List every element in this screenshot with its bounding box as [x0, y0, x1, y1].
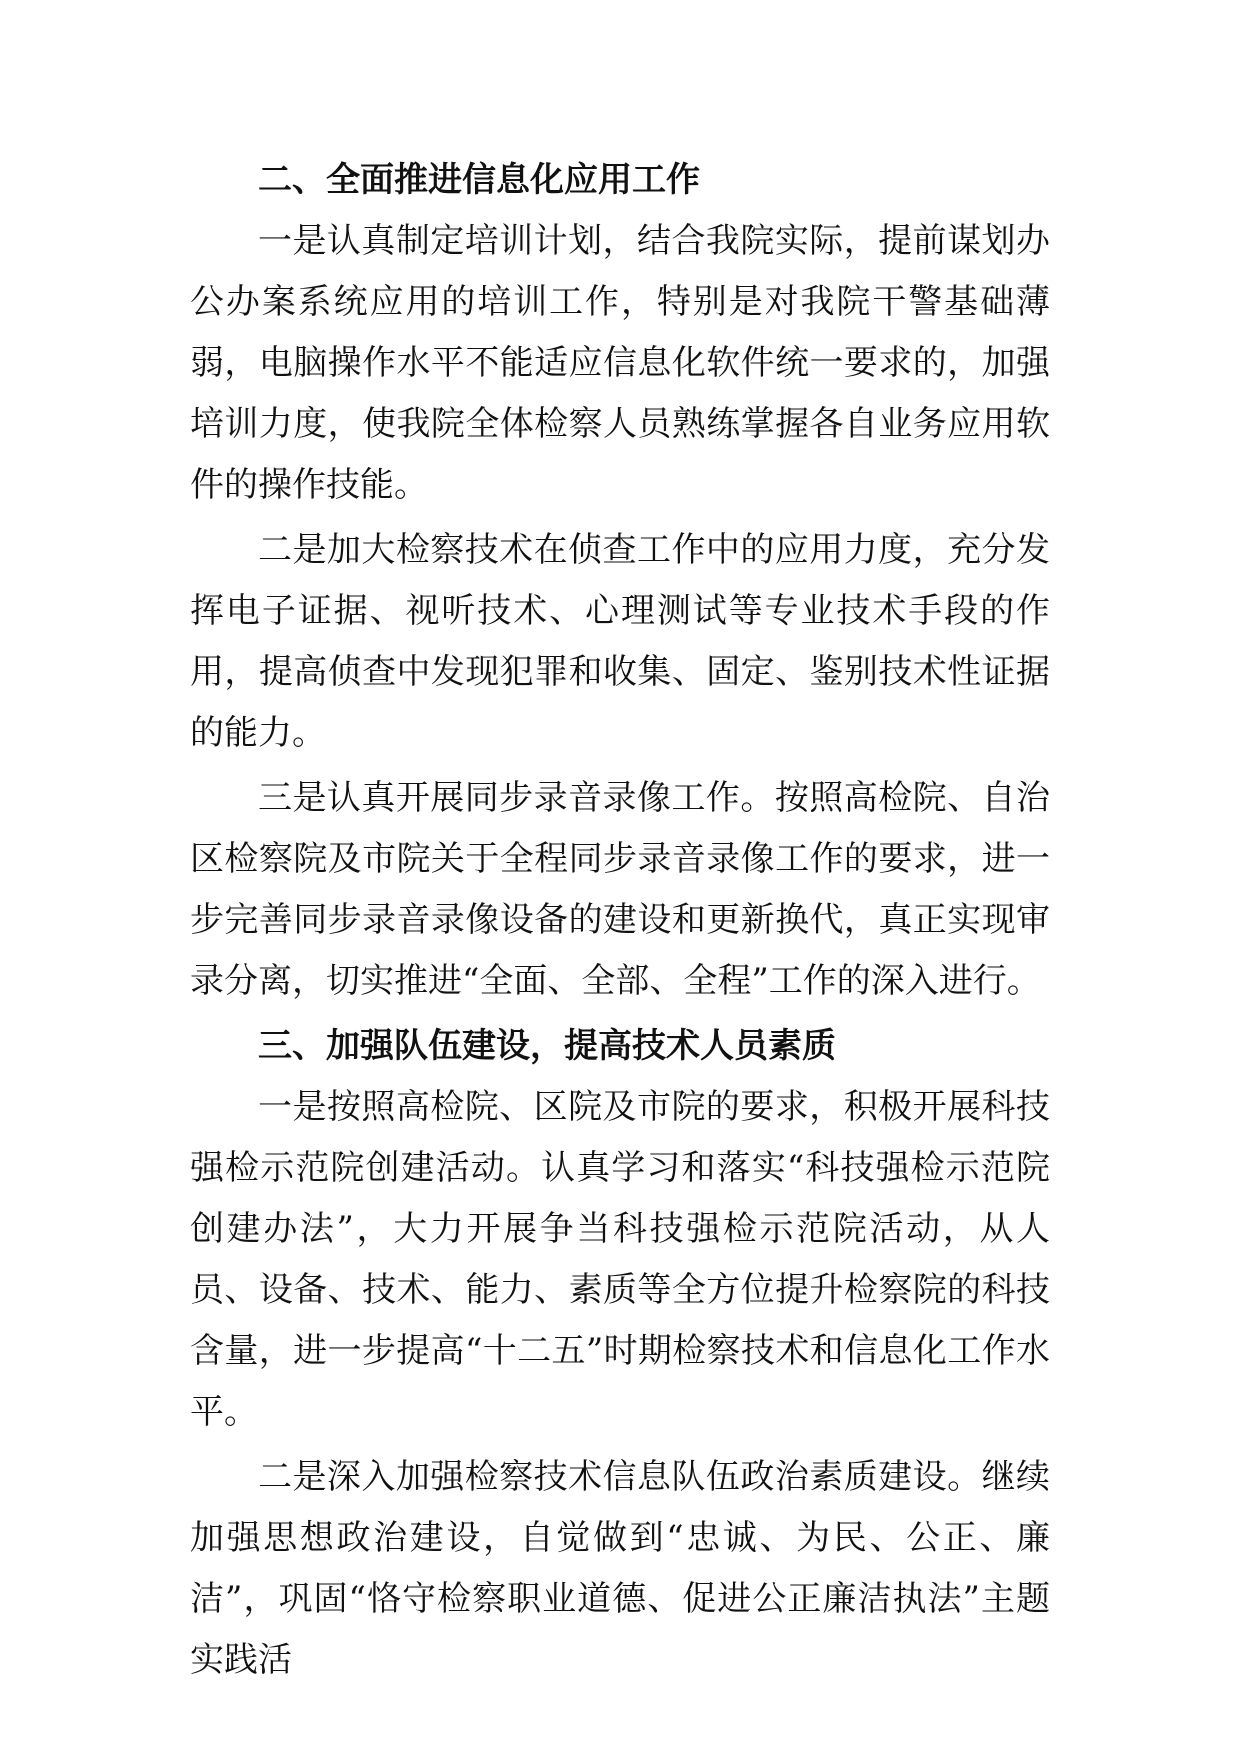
paragraph-synchronous-recording: 三是认真开展同步录音录像工作。按照高检院、自治区检察院及市院关于全程同步录音录像工作的要求，进一步完善同步录音录像设备的建设和更新换代，真正实现审录分离，切实推进“全面、全部、全程”工作的深入进行。	[190, 778, 1050, 1001]
section-heading-2: 二、全面推进信息化应用工作	[258, 160, 700, 200]
paragraph-political-quality: 二是深入加强检察技术信息队伍政治素质建设。继续加强思想政治建设，自觉做到“忠诚、为民、公正、廉洁”，巩固“恪守检察职业道德、促进公正廉洁执法”主题实践活	[190, 1457, 1050, 1680]
paragraph-demonstration-court: 一是按照高检院、区院及市院的要求，积极开展科技强检示范院创建活动。认真学习和落实“科技强检示范院创建办法”，大力开展争当科技强检示范院活动，从人员、设备、技术、能力、素质等全方位提升检察院的科技含量，进一步提高“十二五”时期检察技术和信息化工作水平。	[190, 1087, 1050, 1432]
document-body	[190, 150, 1050, 1691]
paragraph-investigation-tech: 二是加大检察技术在侦查工作中的应用力度，充分发挥电子证据、视听技术、心理测试等专业技术手段的作用，提高侦查中发现犯罪和收集、固定、鉴别技术性证据的能力。	[190, 530, 1050, 753]
paragraph-training-plan: 一是认真制定培训计划，结合我院实际，提前谋划办公办案系统应用的培训工作，特别是对我院干警基础薄弱，电脑操作水平不能适应信息化软件统一要求的，加强培训力度，使我院全体检察人员熟练掌握各自业务应用软件的操作技能。	[190, 221, 1050, 505]
section-heading-3: 三、加强队伍建设，提高技术人员素质	[258, 1026, 836, 1066]
